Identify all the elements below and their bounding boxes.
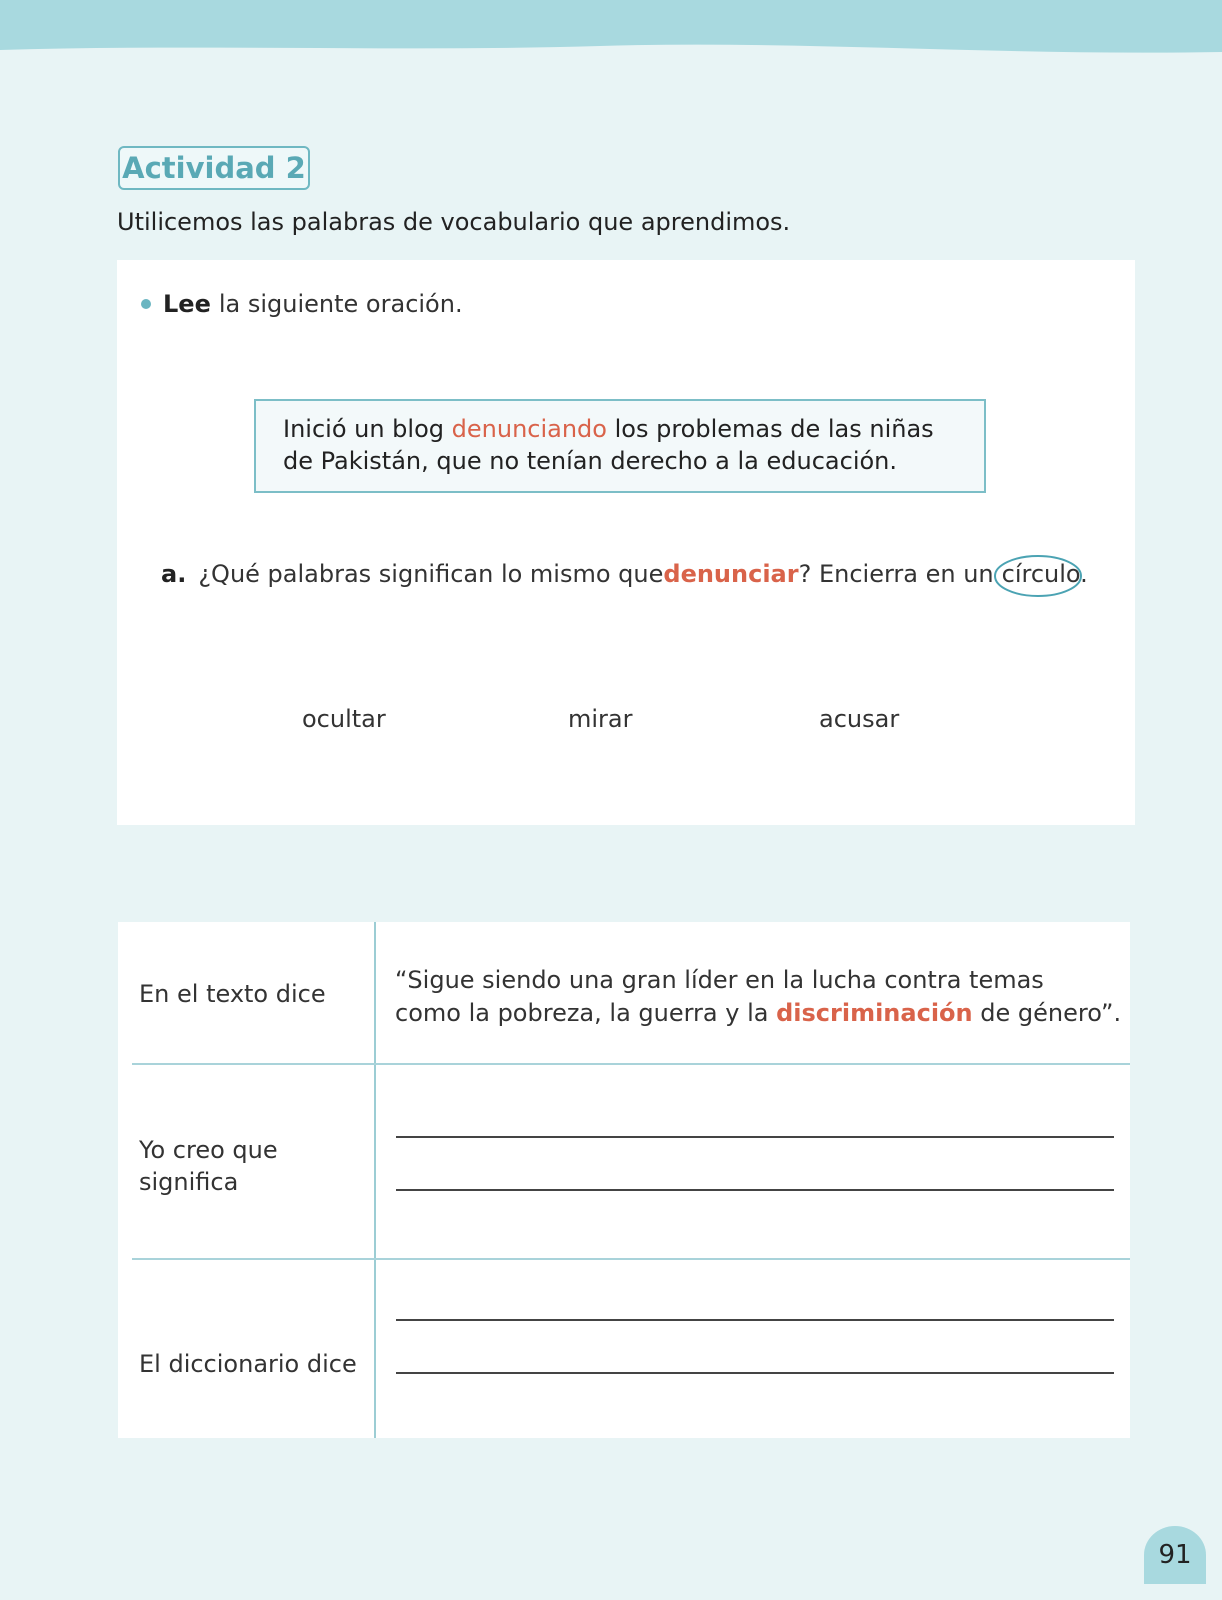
vocabulary-table <box>118 922 1130 1438</box>
text-quote: “Sigue siendo una gran líder en la lucha contra temas como la pobreza, la guerra y la discriminación de género”. <box>395 966 1122 1027</box>
table-divider-1 <box>132 1063 1130 1065</box>
table-divider-vertical <box>374 922 376 1438</box>
bullet-icon <box>141 299 151 309</box>
row-label-dictionary: El diccionario dice <box>139 1350 357 1378</box>
answer-line-4[interactable] <box>396 1372 1114 1374</box>
read-task <box>141 290 463 318</box>
exercise-card <box>117 260 1135 825</box>
table-divider-2 <box>132 1258 1130 1260</box>
answer-line-3[interactable] <box>396 1319 1114 1321</box>
top-wave-decoration <box>0 0 1222 60</box>
question-highlight: denunciar <box>663 560 799 588</box>
question-label: a. <box>161 560 187 588</box>
read-rest: la siguiente oración. <box>218 290 463 318</box>
sentence-line-2: de Pakistán, que no tenían derecho a la educación. <box>283 447 898 475</box>
sentence-box <box>254 399 986 493</box>
circled-word: círculo. <box>1002 560 1088 588</box>
option-acusar[interactable]: acusar <box>819 705 900 733</box>
activity-badge: Actividad 2 <box>118 146 310 190</box>
page-number: 91 <box>1144 1526 1206 1584</box>
answer-line-2[interactable] <box>396 1189 1114 1191</box>
read-verb: Lee <box>163 290 211 318</box>
answer-line-1[interactable] <box>396 1136 1114 1138</box>
row-label-text-says: En el texto dice <box>139 980 326 1008</box>
quote-highlight: discriminación <box>776 999 973 1027</box>
question-a: a. ¿Qué palabras significan lo mismo que denunciar ? Encierra en un círculo. <box>161 560 1088 588</box>
option-mirar[interactable]: mirar <box>568 705 633 733</box>
sentence-highlight: denunciando <box>451 415 607 443</box>
sentence-line-1: Inició un blog denunciando los problemas de las niñas <box>283 415 934 443</box>
row-label-i-think: Yo creo que significa <box>139 1136 278 1196</box>
option-ocultar[interactable]: ocultar <box>302 705 386 733</box>
instruction-text: Utilicemos las palabras de vocabulario que aprendimos. <box>117 208 791 236</box>
